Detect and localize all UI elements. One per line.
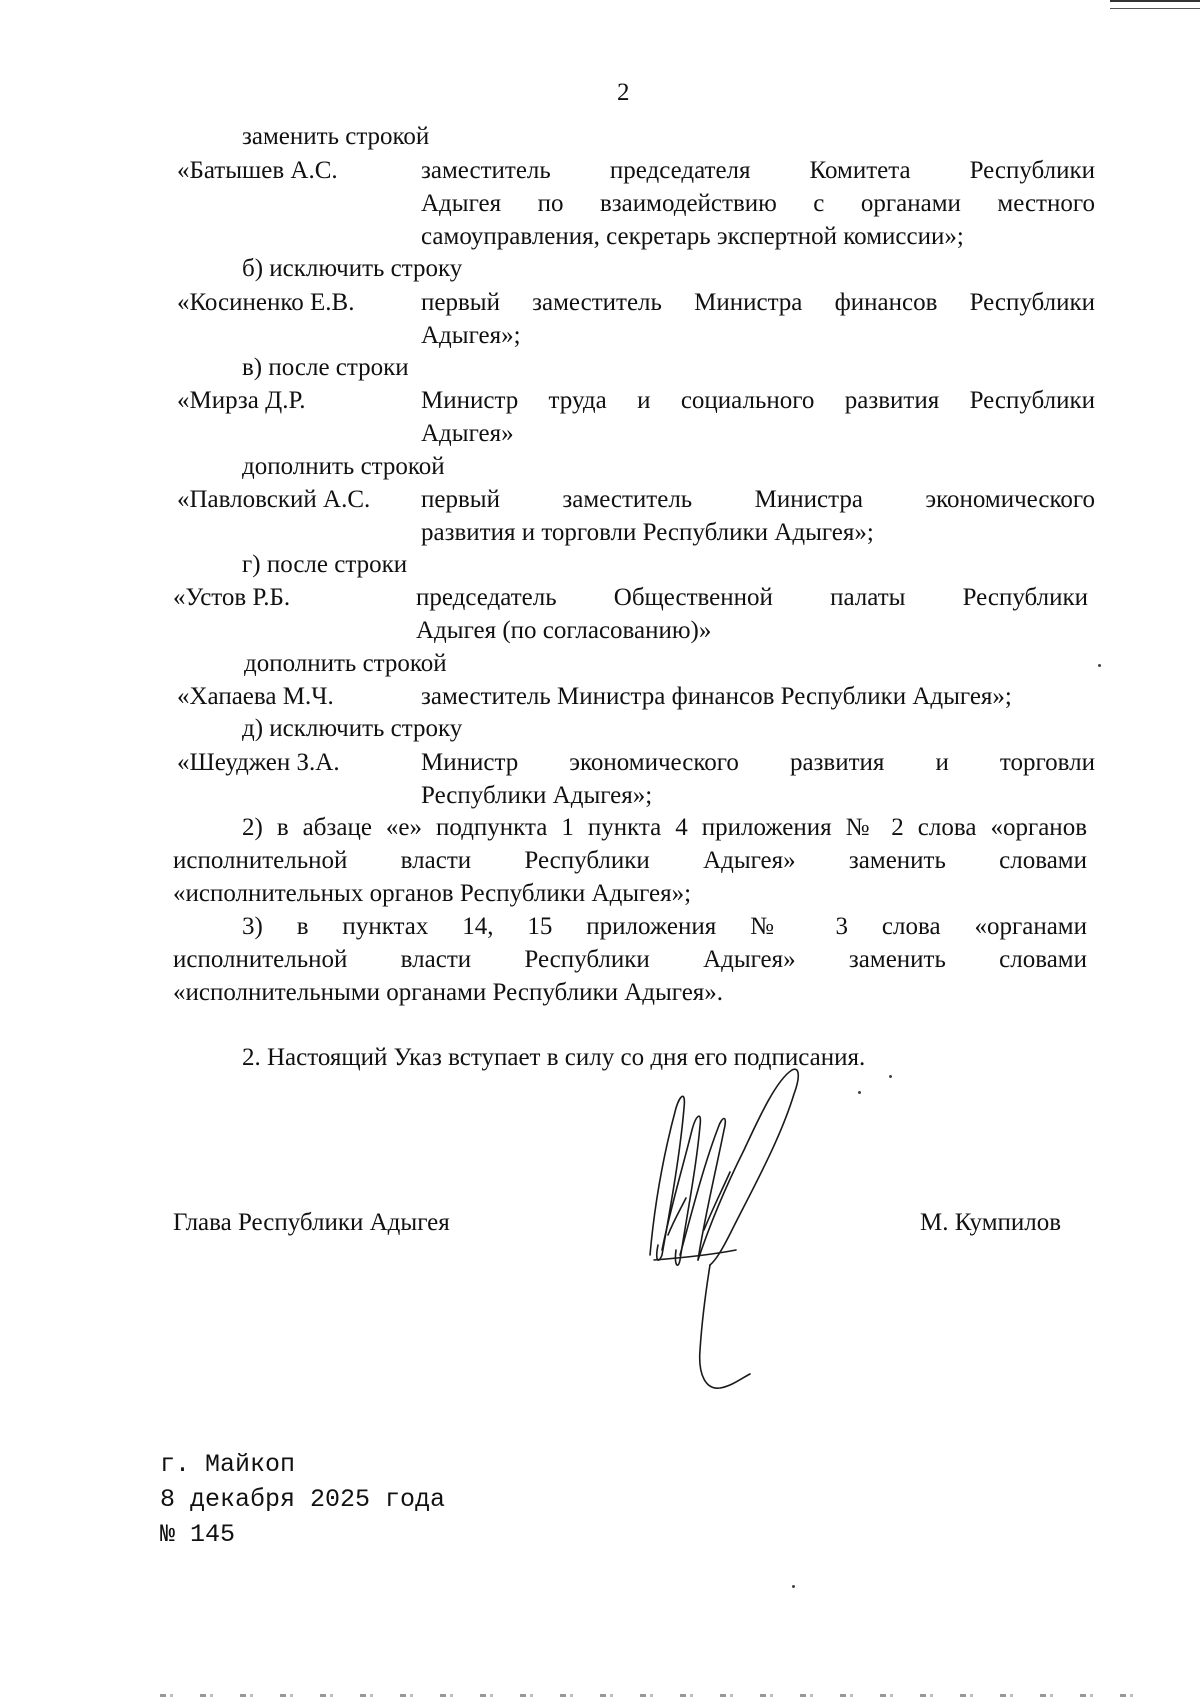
person-position: заместитель Министра финансов Республики Адыгея»; [421, 683, 1012, 710]
paragraph-line: 2) в абзаце «е» подпункта 1 пункта 4 приложения № 2 слова «органов [242, 814, 1087, 841]
person-position: первый заместитель Министра экономического [421, 486, 1095, 513]
paragraph-line: исполнительной власти Республики Адыгея» заменить словами [173, 946, 1087, 973]
person-position: Министр экономического развития и торговли [421, 749, 1095, 776]
page-number: 2 [617, 79, 630, 106]
scan-artifact-top [1110, 0, 1200, 9]
person-name: «Устов Р.Б. [173, 584, 291, 611]
scan-speck [792, 1585, 795, 1588]
scan-speck [889, 1075, 892, 1078]
signatory-title: Глава Республики Адыгея [173, 1209, 450, 1236]
handwritten-signature [640, 1060, 830, 1400]
person-position: развития и торговли Республики Адыгея»; [421, 519, 874, 546]
scan-artifact-bottom [160, 1694, 1160, 1697]
person-name: «Хапаева М.Ч. [177, 683, 334, 710]
paragraph-line: «исполнительных органов Республики Адыгея»; [173, 880, 692, 907]
person-position: председатель Общественной палаты Республики [416, 584, 1088, 611]
signatory-name: М. Кумпилов [920, 1209, 1062, 1236]
paragraph-line: 3) в пунктах 14, 15 приложения № 3 слова «органами [242, 913, 1087, 940]
person-position: заместитель председателя Комитета Республики [421, 157, 1095, 184]
person-position: самоуправления, секретарь экспертной комиссии»; [421, 223, 964, 250]
person-name: «Павловский А.С. [177, 486, 371, 513]
person-name: «Шеуджен З.А. [177, 749, 340, 776]
paragraph-line: «исполнительными органами Республики Адыгея». [173, 979, 724, 1006]
text-line: дополнить строкой [242, 453, 445, 480]
text-line: заменить строкой [242, 123, 430, 150]
person-name: «Мирза Д.Р. [177, 387, 306, 414]
scan-speck [858, 1091, 861, 1094]
person-position: Адыгея (по согласованию)» [416, 617, 712, 644]
person-position: Адыгея»; [421, 322, 521, 349]
decree-number: № 145 [160, 1520, 236, 1549]
text-line: б) исключить строку [242, 255, 463, 282]
decree-date: 8 декабря 2025 года [160, 1485, 446, 1514]
person-position: Адыгея» [421, 420, 514, 447]
paragraph-line: исполнительной власти Республики Адыгея» заменить словами [173, 847, 1087, 874]
text-line: в) после строки [242, 354, 409, 381]
person-position: Адыгея по взаимодействию с органами местного [421, 190, 1095, 217]
person-name: «Косиненко Е.В. [177, 289, 355, 316]
person-name: «Батышев А.С. [177, 157, 338, 184]
city: г. Майкоп [160, 1450, 296, 1479]
final-clause: 2. Настоящий Указ вступает в силу со дня его подписания. [242, 1044, 866, 1071]
text-line: дополнить строкой [244, 650, 447, 677]
person-position: Республики Адыгея»; [421, 782, 653, 809]
scan-speck [1098, 664, 1101, 667]
text-line: д) исключить строку [242, 715, 463, 742]
text-line: г) после строки [242, 551, 408, 578]
person-position: Министр труда и социального развития Республики [421, 387, 1095, 414]
person-position: первый заместитель Министра финансов Республики [421, 289, 1095, 316]
